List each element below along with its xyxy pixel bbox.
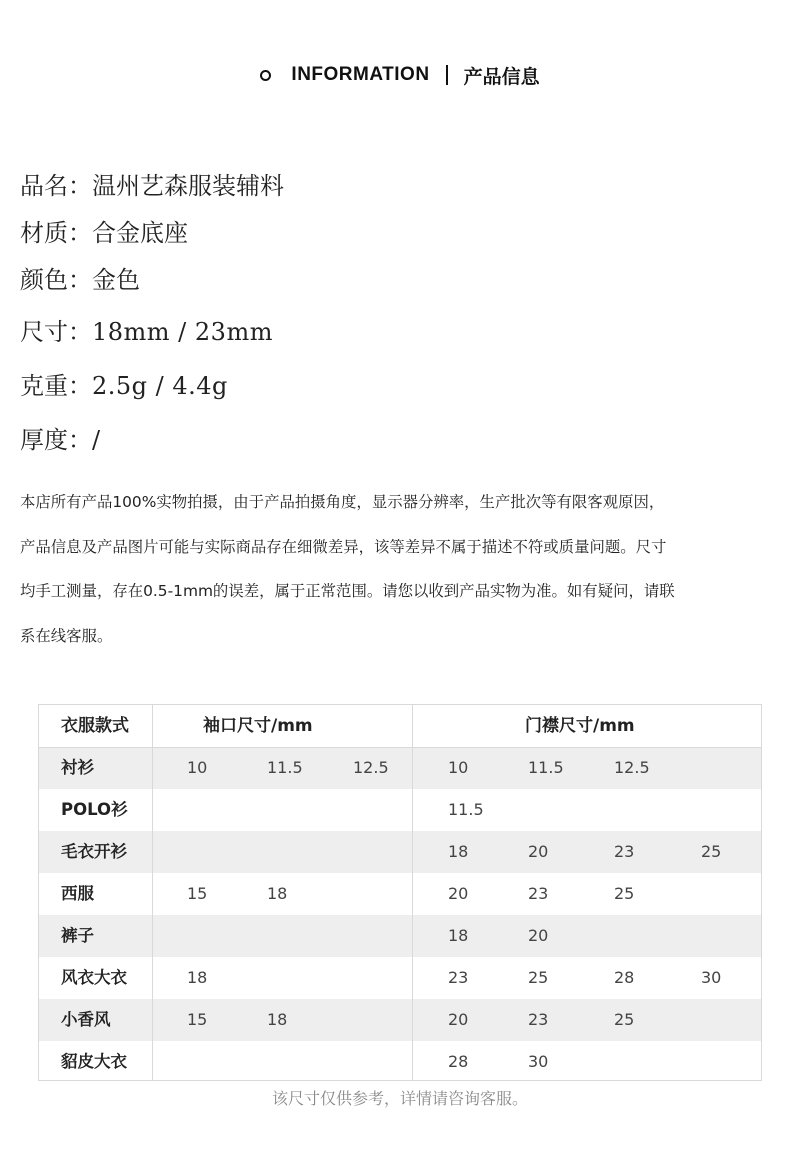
table-cell-placket: 20 (528, 926, 549, 945)
spec-value: 2.5g / 4.4g (92, 372, 228, 400)
header-category: 衣服款式 (61, 716, 129, 736)
header-title-cn: 产品信息 (463, 65, 540, 88)
table-cell-placket: 25 (614, 1010, 635, 1029)
table-cell-placket: 11.5 (528, 758, 564, 777)
spec-label: 品名： (20, 172, 92, 200)
table-row (39, 789, 761, 831)
table-row (39, 957, 761, 999)
table-cell-placket: 11.5 (448, 800, 484, 819)
table-cell-category: 西服 (61, 884, 94, 903)
table-cell-cuff: 18 (267, 884, 288, 903)
table-cell-placket: 25 (614, 884, 635, 903)
table-column-divider (412, 705, 413, 1080)
table-cell-placket: 25 (528, 968, 549, 987)
disclaimer-line: 本店所有产品100%实物拍摄，由于产品拍摄角度，显示器分辨率，生产批次等有限客观原因， (20, 493, 665, 511)
table-cell-placket: 12.5 (614, 758, 650, 777)
header-title-en: INFORMATION (291, 64, 430, 85)
table-cell-placket: 23 (528, 884, 549, 903)
table-cell-placket: 30 (528, 1052, 549, 1071)
table-cell-cuff: 15 (187, 1010, 208, 1029)
spec-label: 颜色： (20, 266, 92, 294)
footer-note: 该尺寸仅供参考，详情请咨询客服。 (271, 1089, 528, 1108)
table-row (39, 1041, 761, 1083)
spec-row (20, 366, 228, 401)
table-cell-placket: 30 (701, 968, 722, 987)
table-cell-placket: 10 (448, 758, 469, 777)
circle-icon (260, 70, 271, 81)
spec-value: 温州艺森服装辅料 (92, 172, 284, 200)
section-header (0, 58, 800, 92)
header-cuff: 袖口尺寸/mm (203, 716, 313, 736)
table-cell-cuff: 11.5 (267, 758, 303, 777)
disclaimer-line: 均手工测量，存在0.5-1mm的误差，属于正常范围。请您以收到产品实物为准。如有疑问，请联 (20, 582, 675, 600)
table-cell-placket: 28 (448, 1052, 469, 1071)
spec-row (20, 420, 101, 455)
disclaimer-paragraph (20, 480, 790, 658)
spec-label: 材质： (20, 219, 92, 247)
spec-value: 合金底座 (92, 219, 188, 247)
spec-row (20, 166, 284, 201)
spec-row (20, 312, 273, 347)
spec-value: / (92, 426, 101, 454)
spec-row (20, 213, 188, 248)
spec-label: 厚度： (20, 426, 92, 454)
header-divider (446, 65, 448, 85)
table-cell-cuff: 18 (267, 1010, 288, 1029)
table-cell-placket: 23 (614, 842, 635, 861)
table-cell-cuff: 18 (187, 968, 208, 987)
table-cell-category: 毛衣开衫 (61, 842, 127, 861)
table-cell-placket: 28 (614, 968, 635, 987)
table-cell-placket: 20 (448, 1010, 469, 1029)
table-cell-placket: 23 (528, 1010, 549, 1029)
table-cell-placket: 18 (448, 926, 469, 945)
table-cell-cuff: 10 (187, 758, 208, 777)
table-cell-cuff: 15 (187, 884, 208, 903)
table-cell-category: 小香风 (61, 1010, 111, 1029)
spec-value: 金色 (92, 266, 140, 294)
table-cell-category: 裤子 (61, 926, 94, 945)
table-row (39, 747, 761, 789)
size-table (38, 704, 762, 1081)
table-cell-placket: 18 (448, 842, 469, 861)
table-cell-category: 风衣大衣 (61, 968, 127, 987)
table-row (39, 831, 761, 873)
table-cell-placket: 23 (448, 968, 469, 987)
table-cell-category: 貂皮大衣 (61, 1052, 127, 1071)
spec-row (20, 260, 140, 295)
table-cell-placket: 20 (528, 842, 549, 861)
table-cell-category: POLO衫 (61, 800, 128, 819)
table-row (39, 915, 761, 957)
table-cell-cuff: 12.5 (353, 758, 389, 777)
header-placket: 门襟尺寸/mm (525, 716, 635, 736)
disclaimer-line: 产品信息及产品图片可能与实际商品存在细微差异，该等差异不属于描述不符或质量问题。尺寸 (20, 537, 667, 556)
spec-label: 尺寸： (20, 318, 92, 346)
spec-value: 18mm / 23mm (92, 318, 273, 346)
table-cell-placket: 25 (701, 842, 722, 861)
table-row (39, 999, 761, 1041)
table-cell-category: 衬衫 (61, 758, 94, 777)
disclaimer-line: 系在线客服。 (20, 626, 113, 645)
table-column-divider (152, 705, 153, 1080)
table-header-divider (39, 747, 761, 748)
spec-label: 克重： (20, 372, 92, 400)
table-cell-placket: 20 (448, 884, 469, 903)
table-row (39, 873, 761, 915)
table-header-row (39, 705, 761, 747)
